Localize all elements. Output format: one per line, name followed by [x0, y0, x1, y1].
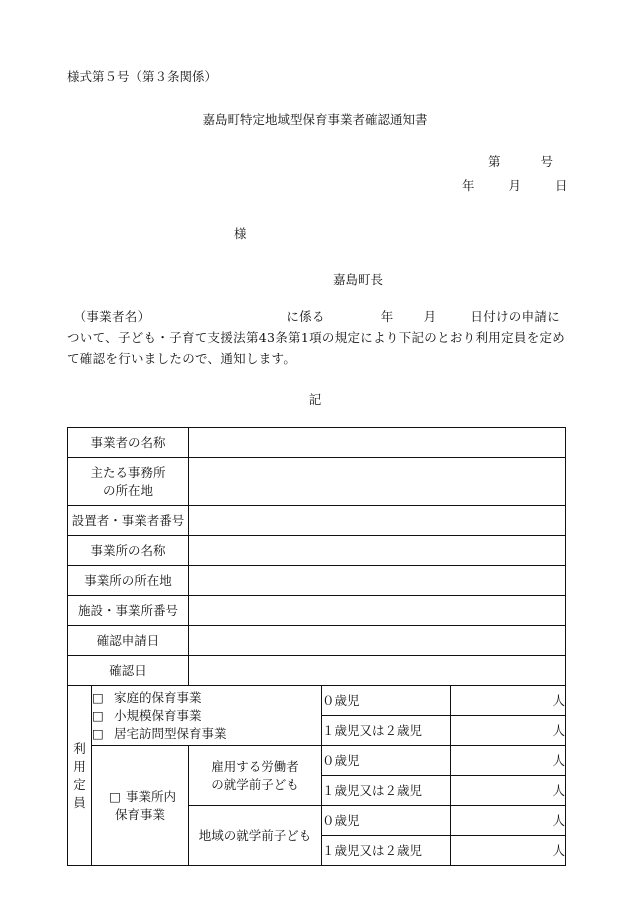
capacity-header: 利 用 定 員	[68, 686, 92, 866]
local-children-label: 地域の就学前子ども	[189, 806, 322, 866]
checkbox-icon[interactable]: □	[92, 689, 104, 705]
document-title: 嘉島町特定地域型保育事業者確認通知書	[202, 112, 428, 127]
body-part2: に係る	[286, 309, 325, 324]
facility-address-value[interactable]	[189, 566, 566, 596]
application-date-value[interactable]	[189, 626, 566, 656]
option-home-visit[interactable]: □ 居宅訪問型保育事業	[92, 725, 227, 741]
operator-name-value[interactable]	[189, 428, 566, 458]
age-0-label: ０歳児	[322, 806, 451, 836]
operator-number-value[interactable]	[189, 506, 566, 536]
age-0-label: ０歳児	[322, 746, 451, 776]
row-label-operator-number: 設置者・事業者番号	[68, 506, 189, 536]
row-label-confirmation-date: 確認日	[68, 656, 189, 686]
option-onsite[interactable]: □ 事業所内 保育事業	[92, 746, 189, 866]
age-0-label: ０歳児	[322, 686, 451, 716]
body-part5: 日付けの申請について、子ども・子育て支援法第43条第1項の規定により下記のとおり利用定員を定めて確認を行いましたので、通知します。	[67, 309, 566, 366]
row-label-facility-name: 事業所の名称	[68, 536, 189, 566]
capacity-unit[interactable]: 人	[451, 686, 566, 716]
facility-name-value[interactable]	[189, 536, 566, 566]
body-part1: （事業者名）	[79, 309, 151, 324]
document-number	[488, 152, 553, 170]
date-day: 日	[555, 178, 568, 193]
body-part4: 月	[423, 309, 437, 324]
confirmation-date-value[interactable]	[189, 656, 566, 686]
date-year: 年	[462, 178, 475, 193]
checkbox-icon[interactable]: □	[109, 788, 121, 804]
addressee: 様	[234, 226, 247, 241]
employee-children-label: 雇用する労働者 の就学前子ども	[189, 746, 322, 806]
number-prefix: 第	[488, 154, 501, 169]
option-home-based[interactable]: □ 家庭的保育事業	[92, 689, 202, 705]
row-label-facility-address: 事業所の所在地	[68, 566, 189, 596]
facility-number-value[interactable]	[189, 596, 566, 626]
number-suffix: 号	[540, 154, 554, 169]
issue-date	[462, 176, 568, 194]
age-12-label: １歳児又は２歳児	[322, 776, 451, 806]
capacity-unit[interactable]: 人	[451, 836, 566, 866]
main-office-value[interactable]	[189, 458, 566, 506]
body-part3: 年	[380, 309, 394, 324]
row-label-application-date: 確認申請日	[68, 626, 189, 656]
row-label-operator-name: 事業者の名称	[68, 428, 189, 458]
capacity-unit[interactable]: 人	[451, 776, 566, 806]
confirmation-table	[67, 427, 566, 866]
row-label-main-office: 主たる事務所 の所在地	[68, 458, 189, 506]
date-month: 月	[508, 178, 522, 193]
ki-heading: 記	[308, 392, 322, 407]
form-label: 様式第５号（第３条関係）	[67, 69, 218, 84]
capacity-unit[interactable]: 人	[451, 806, 566, 836]
option-small-scale[interactable]: □ 小規模保育事業	[92, 707, 202, 723]
age-12-label: １歳児又は２歳児	[322, 836, 451, 866]
capacity-unit[interactable]: 人	[451, 746, 566, 776]
row-label-facility-number: 施設・事業所番号	[68, 596, 189, 626]
checkbox-icon[interactable]: □	[92, 725, 104, 741]
capacity-unit[interactable]: 人	[451, 716, 566, 746]
issuer: 嘉島町長	[333, 272, 384, 287]
business-type-options	[92, 686, 322, 746]
age-12-label: １歳児又は２歳児	[322, 716, 451, 746]
checkbox-icon[interactable]: □	[92, 707, 104, 723]
body-text	[67, 306, 567, 369]
